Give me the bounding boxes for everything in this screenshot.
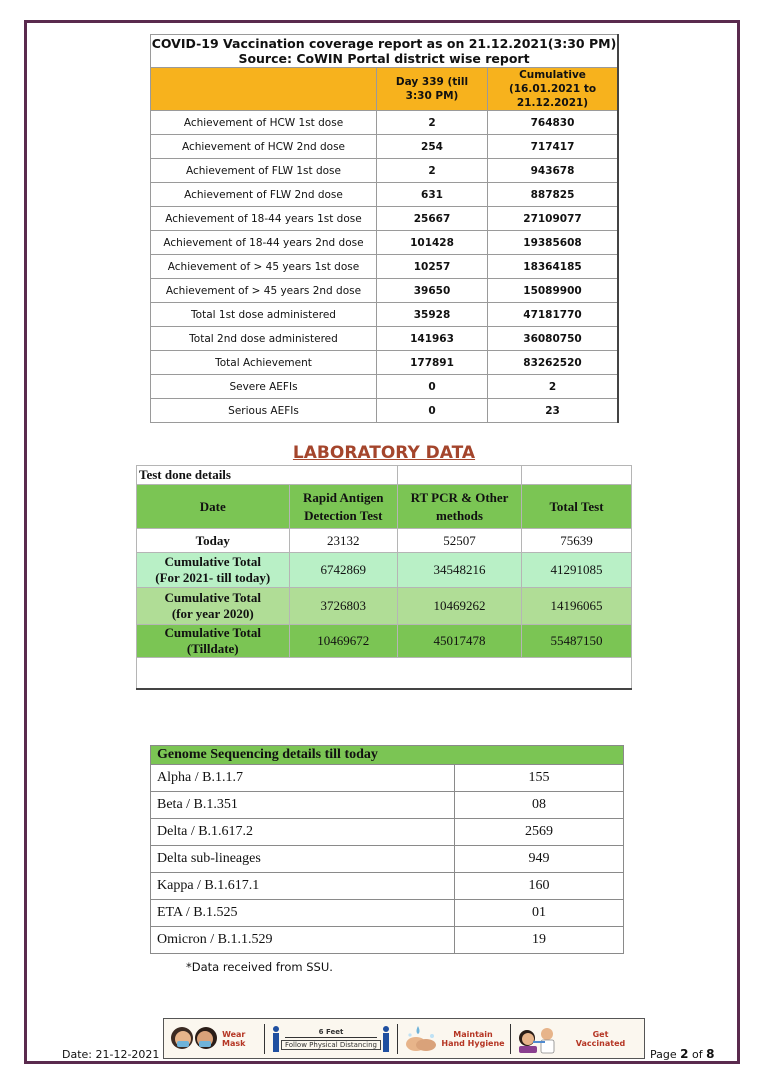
- vaccination-row-day: 25667: [377, 207, 488, 231]
- genome-count: 08: [455, 792, 624, 819]
- vaccination-row-day: 631: [377, 183, 488, 207]
- banner-hygiene-text: [440, 1030, 506, 1048]
- banner-hand-hygiene: [398, 1019, 510, 1058]
- genome-header-row: [151, 746, 624, 765]
- vaccination-row: [151, 399, 619, 423]
- lab-header-rapid-line2: Detection Test: [304, 507, 383, 523]
- vaccination-row-day: 35928: [377, 303, 488, 327]
- vaccination-row: [151, 159, 619, 183]
- lab-cum2021-total: 41291085: [522, 553, 632, 588]
- banner-wear-label: Wear: [222, 1029, 246, 1039]
- genome-count: 949: [455, 846, 624, 873]
- lab-cum2020-total: 14196065: [522, 588, 632, 625]
- page-total: 8: [706, 1047, 715, 1061]
- lab-cumtill-total: 55487150: [522, 625, 632, 658]
- lab-cum2021-label: [137, 553, 290, 588]
- distance-arrow-line: [285, 1037, 377, 1038]
- vaccination-row-cumulative: 83262520: [488, 351, 619, 375]
- safety-banner: [163, 1018, 645, 1059]
- lab-cum2021-label2: (For 2021- till today): [155, 570, 271, 585]
- lab-cum2020-label2: (for year 2020): [171, 606, 254, 621]
- vaccination-row-cumulative: 717417: [488, 135, 619, 159]
- vaccination-row-cumulative: 887825: [488, 183, 619, 207]
- lab-row-empty: [137, 658, 632, 690]
- test-done-row: [137, 466, 632, 485]
- banner-vaccinated-label: Vaccinated: [575, 1038, 626, 1048]
- genome-row: [151, 927, 624, 954]
- vaccination-row-day: 39650: [377, 279, 488, 303]
- vaccination-row-cumulative: 19385608: [488, 231, 619, 255]
- vaccination-row-label: Achievement of > 45 years 1st dose: [151, 255, 377, 279]
- banner-mask-label: Mask: [222, 1038, 246, 1048]
- vaccination-row: [151, 327, 619, 351]
- genome-row: [151, 819, 624, 846]
- lab-cum2020-rtpcr: 10469262: [398, 588, 522, 625]
- genome-count: 2569: [455, 819, 624, 846]
- banner-get-label: Get: [592, 1029, 609, 1039]
- vaccination-row-cumulative: 764830: [488, 111, 619, 135]
- vaccination-row: [151, 207, 619, 231]
- genome-count: 160: [455, 873, 624, 900]
- vaccination-title-line1: COVID-19 Vaccination coverage report as on 21.12.2021(3:30 PM): [151, 36, 617, 51]
- lab-header-rtpcr-line1: RT PCR & Other: [410, 489, 509, 505]
- genome-variant: Delta sub-lineages: [151, 846, 455, 873]
- vaccination-header-blank: [151, 68, 377, 111]
- banner-distancing-text: [281, 1028, 381, 1050]
- page-prefix: Page: [650, 1048, 681, 1061]
- footer-date: Date: 21-12-2021: [62, 1048, 160, 1061]
- vaccination-row: [151, 351, 619, 375]
- genome-count: 155: [455, 765, 624, 792]
- vaccination-row-label: Achievement of HCW 2nd dose: [151, 135, 377, 159]
- banner-distancing-label: Follow Physical Distancing: [281, 1040, 381, 1050]
- vaccination-row-label: Achievement of HCW 1st dose: [151, 111, 377, 135]
- hand-wash-icon: [402, 1024, 440, 1054]
- vaccination-row-day: 101428: [377, 231, 488, 255]
- vaccination-row-day: 2: [377, 159, 488, 183]
- vaccination-row: [151, 231, 619, 255]
- lab-cumtill-label2: (Tilldate): [186, 641, 239, 656]
- banner-vaccinated-text: [561, 1030, 640, 1048]
- vaccination-title-row: [151, 35, 619, 68]
- lab-cumtill-rapid: 10469672: [289, 625, 398, 658]
- lab-row-cumtill: [137, 625, 632, 658]
- lab-cumtill-label1: Cumulative Total: [164, 625, 261, 640]
- vaccination-row-cumulative: 18364185: [488, 255, 619, 279]
- lab-cumtill-label: [137, 625, 290, 658]
- genome-variant: Delta / B.1.617.2: [151, 819, 455, 846]
- vaccination-row-label: Achievement of 18-44 years 2nd dose: [151, 231, 377, 255]
- vaccination-row: [151, 111, 619, 135]
- vaccination-row-cumulative: 23: [488, 399, 619, 423]
- person-left-icon: [271, 1025, 281, 1053]
- banner-maintain-label: Maintain: [453, 1029, 493, 1039]
- lab-today-label: Today: [137, 529, 290, 553]
- vaccination-row-cumulative: 36080750: [488, 327, 619, 351]
- vaccination-row-cumulative: 2: [488, 375, 619, 399]
- vaccination-row-cumulative: 27109077: [488, 207, 619, 231]
- vaccination-header-day: Day 339 (till 3:30 PM): [377, 68, 488, 111]
- vaccination-row: [151, 375, 619, 399]
- vaccination-row-cumulative: 47181770: [488, 303, 619, 327]
- vaccination-row: [151, 279, 619, 303]
- vaccination-row-day: 254: [377, 135, 488, 159]
- lab-cum2021-label1: Cumulative Total: [164, 554, 261, 569]
- banner-distancing: [265, 1019, 397, 1058]
- lab-header-date: Date: [137, 485, 290, 529]
- vaccination-row-day: 10257: [377, 255, 488, 279]
- lab-today-rtpcr: 52507: [398, 529, 522, 553]
- person-right-icon: [381, 1025, 391, 1053]
- lab-row-today: [137, 529, 632, 553]
- vaccination-row-day: 177891: [377, 351, 488, 375]
- vaccination-row-label: Achievement of FLW 1st dose: [151, 159, 377, 183]
- vaccination-row-cumulative: 15089900: [488, 279, 619, 303]
- vaccination-row-label: Total 1st dose administered: [151, 303, 377, 327]
- genome-variant: Alpha / B.1.1.7: [151, 765, 455, 792]
- banner-wear-mask-text: [222, 1030, 245, 1048]
- lab-header-rtpcr: [398, 485, 522, 529]
- vaccination-row: [151, 255, 619, 279]
- vaccination-row: [151, 303, 619, 327]
- banner-wear-mask: [164, 1019, 264, 1058]
- lab-header-rapid-line1: Rapid Antigen: [302, 489, 384, 505]
- vaccination-title: [151, 35, 619, 68]
- banner-six-feet-label: 6 Feet: [318, 1027, 344, 1036]
- vaccination-row-label: Total 2nd dose administered: [151, 327, 377, 351]
- genome-row: [151, 900, 624, 927]
- genome-heading: Genome Sequencing details till today: [151, 746, 624, 765]
- page-of: of: [688, 1048, 707, 1061]
- lab-cum2021-rtpcr: 34548216: [398, 553, 522, 588]
- lab-cum2020-label: [137, 588, 290, 625]
- vaccination-row-label: Achievement of > 45 years 2nd dose: [151, 279, 377, 303]
- vaccination-row-label: Severe AEFIs: [151, 375, 377, 399]
- vaccination-row-cumulative: 943678: [488, 159, 619, 183]
- vaccination-icon: [515, 1024, 561, 1054]
- vaccination-header-row: [151, 68, 619, 111]
- lab-header-rtpcr-line2: methods: [436, 507, 483, 523]
- genome-row: [151, 846, 624, 873]
- banner-get-vaccinated: [511, 1019, 644, 1058]
- vaccination-row-day: 2: [377, 111, 488, 135]
- genome-variant: Omicron / B.1.1.529: [151, 927, 455, 954]
- vaccination-header-cumulative: Cumulative (16.01.2021 to 21.12.2021): [488, 68, 619, 111]
- genome-count: 01: [455, 900, 624, 927]
- lab-row-cum2021: [137, 553, 632, 588]
- lab-cum2020-rapid: 3726803: [289, 588, 398, 625]
- test-done-label: Test done details: [137, 466, 290, 485]
- laboratory-heading: LABORATORY DATA: [292, 443, 476, 463]
- laboratory-table: [136, 465, 632, 690]
- vaccination-row-label: Achievement of 18-44 years 1st dose: [151, 207, 377, 231]
- laboratory-header-row: [137, 485, 632, 529]
- vaccination-row-label: Total Achievement: [151, 351, 377, 375]
- page-number: [650, 1047, 714, 1061]
- genome-row: [151, 765, 624, 792]
- vaccination-row-label: Serious AEFIs: [151, 399, 377, 423]
- lab-header-rapid: [289, 485, 398, 529]
- lab-today-rapid: 23132: [289, 529, 398, 553]
- genome-count: 19: [455, 927, 624, 954]
- vaccination-table: [150, 34, 619, 423]
- vaccination-row-day: 0: [377, 399, 488, 423]
- genome-row: [151, 873, 624, 900]
- genome-variant: Beta / B.1.351: [151, 792, 455, 819]
- lab-header-total: Total Test: [522, 485, 632, 529]
- page-current: 2: [680, 1047, 689, 1061]
- genome-note: *Data received from SSU.: [186, 960, 333, 974]
- lab-today-total: 75639: [522, 529, 632, 553]
- lab-row-cum2020: [137, 588, 632, 625]
- vaccination-row-day: 0: [377, 375, 488, 399]
- lab-cumtill-rtpcr: 45017478: [398, 625, 522, 658]
- genome-variant: ETA / B.1.525: [151, 900, 455, 927]
- vaccination-title-line2: Source: CoWIN Portal district wise report: [238, 51, 530, 66]
- vaccination-row: [151, 135, 619, 159]
- lab-cum2020-label1: Cumulative Total: [164, 590, 261, 605]
- mask-faces-icon: [168, 1024, 222, 1054]
- lab-cum2021-rapid: 6742869: [289, 553, 398, 588]
- vaccination-row-label: Achievement of FLW 2nd dose: [151, 183, 377, 207]
- genome-row: [151, 792, 624, 819]
- vaccination-row-day: 141963: [377, 327, 488, 351]
- vaccination-row: [151, 183, 619, 207]
- genome-table: [150, 745, 624, 954]
- banner-hand-hygiene-label: Hand Hygiene: [441, 1038, 505, 1048]
- genome-variant: Kappa / B.1.617.1: [151, 873, 455, 900]
